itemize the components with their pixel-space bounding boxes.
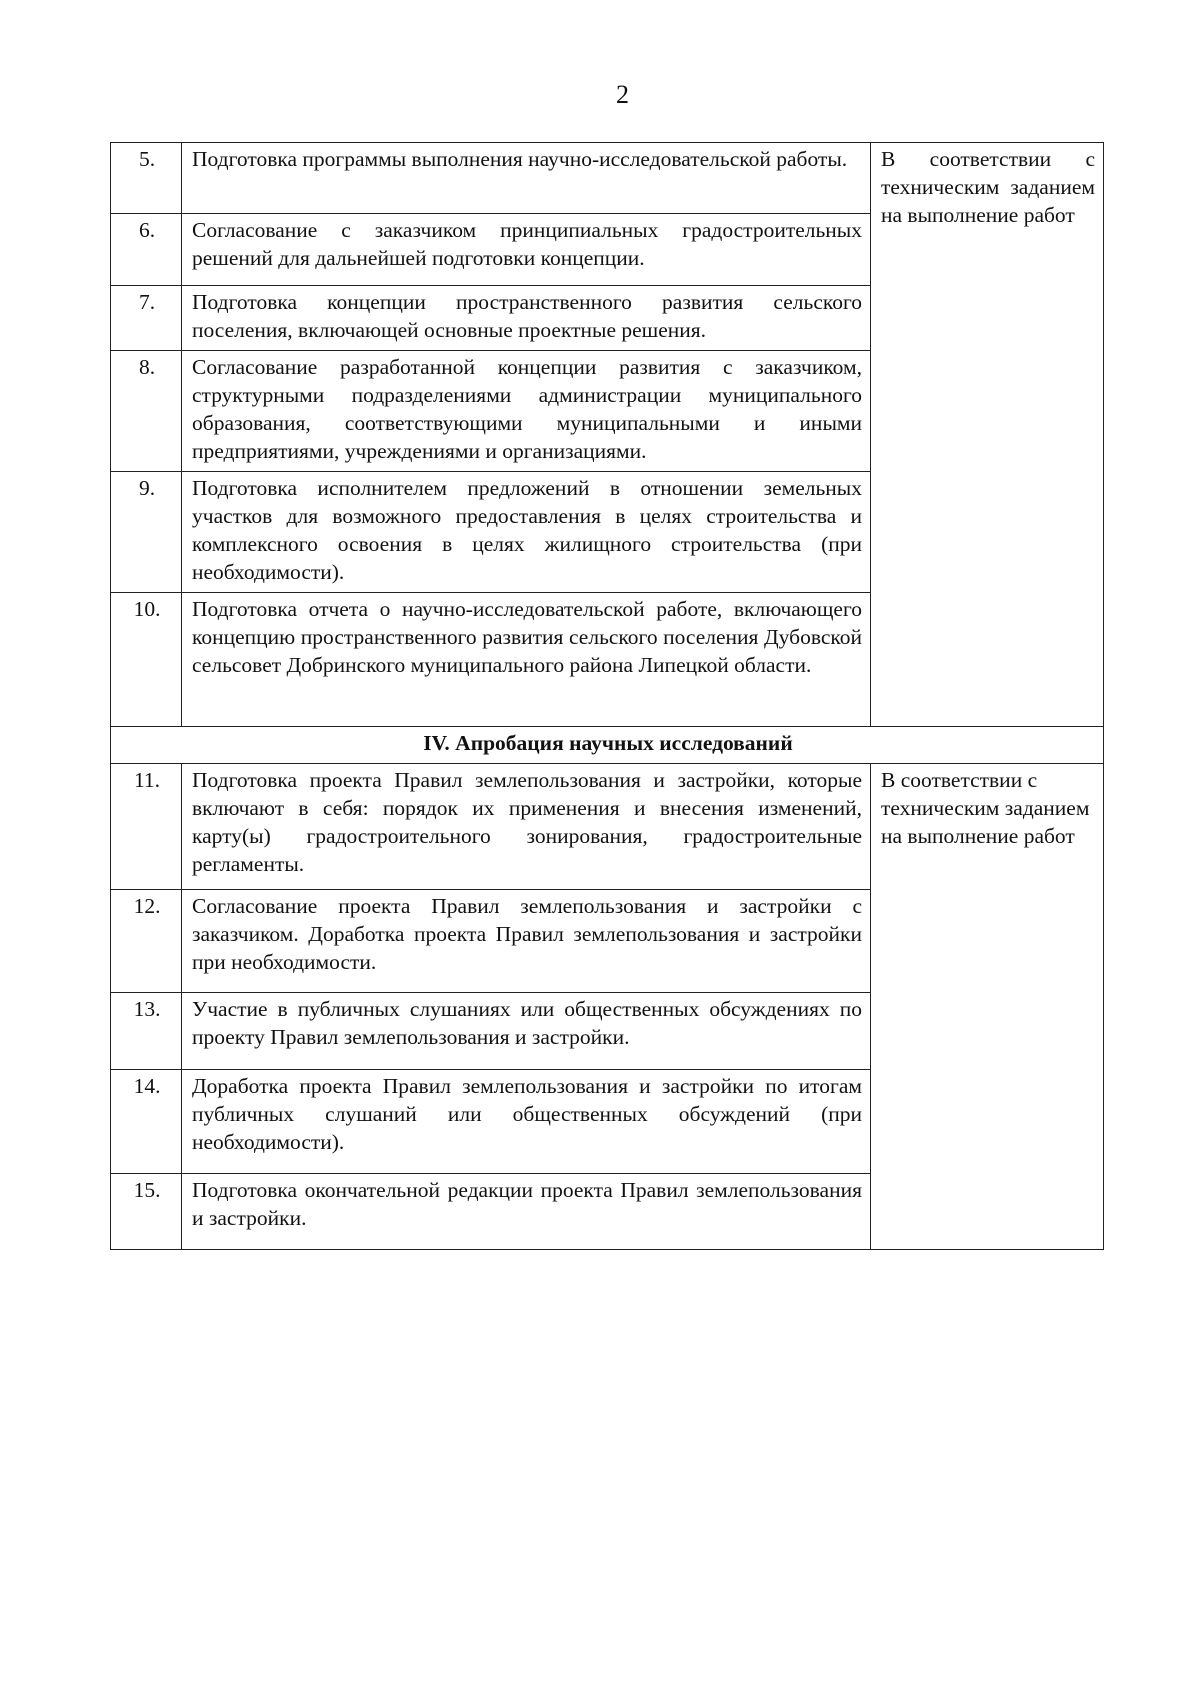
row-description: Подготовка отчета о научно-исследовательской работе, включающего концепцию пространственного развития сельского поселения Дубовской сельсовет Добринского муниципального района Липецкой области. — [182, 593, 871, 727]
row-description: Подготовка проекта Правил землепользования и застройки, которые включают в себя: порядок их применения и внесения изменений, карту(ы) градостроительного зонирования, градостроительные регламенты. — [182, 764, 871, 890]
page-number: 2 — [616, 80, 629, 109]
row-number: 13. — [111, 993, 182, 1070]
row-description: Участие в публичных слушаниях или общественных обсуждениях по проекту Правил землепользования и застройки. — [182, 993, 871, 1070]
row-description: Подготовка исполнителем предложений в отношении земельных участков для возможного предоставления в целях строительства и комплексного освоения в целях жилищного строительства (при необходимости). — [182, 472, 871, 593]
row-number: 5. — [111, 143, 182, 214]
row-description: Согласование разработанной концепции развития с заказчиком, структурными подразделениями администрации муниципального образования, соответствующими муниципальными и иными предприятиями, учреждениями и организациями. — [182, 351, 871, 472]
row-description: Согласование с заказчиком принципиальных градостроительных решений для дальнейшей подготовки концепции. — [182, 214, 871, 286]
row-number: 7. — [111, 286, 182, 351]
row-number: 6. — [111, 214, 182, 286]
row-description: Подготовка окончательной редакции проекта Правил землепользования и застройки. — [182, 1174, 871, 1250]
row-number: 14. — [111, 1070, 182, 1174]
row-description: Доработка проекта Правил землепользования и застройки по итогам публичных слушаний или общественных обсуждений (при необходимости). — [182, 1070, 871, 1174]
work-stages-table — [110, 142, 1104, 1250]
term-cell: В соответствии с техническим заданием на выполнение работ — [871, 764, 1104, 1250]
row-number: 10. — [111, 593, 182, 727]
row-number: 11. — [111, 764, 182, 890]
row-number: 9. — [111, 472, 182, 593]
term-cell: В соответствии с техническим заданием на выполнение работ — [871, 143, 1104, 727]
row-number: 12. — [111, 890, 182, 993]
section-title: IV. Апробация научных исследований — [111, 727, 1104, 764]
table-row — [111, 764, 1104, 890]
row-description: Согласование проекта Правил землепользования и застройки с заказчиком. Доработка проекта Правил землепользования и застройки при необходимости. — [182, 890, 871, 993]
row-number: 15. — [111, 1174, 182, 1250]
section-header-row — [111, 727, 1104, 764]
row-description: Подготовка концепции пространственного развития сельского поселения, включающей основные проектные решения. — [182, 286, 871, 351]
table-row — [111, 143, 1104, 214]
row-description: Подготовка программы выполнения научно-исследовательской работы. — [182, 143, 871, 214]
row-number: 8. — [111, 351, 182, 472]
